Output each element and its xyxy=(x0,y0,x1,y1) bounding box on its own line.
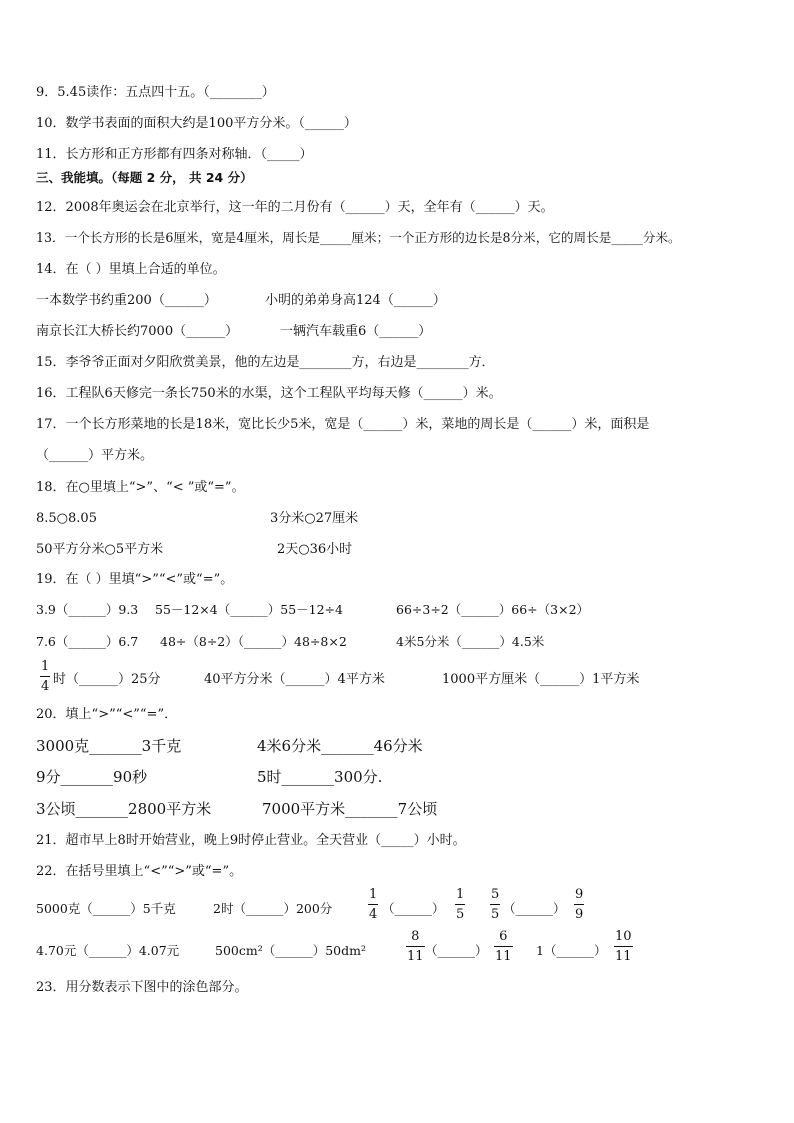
question-12: 12．2008年奥运会在北京举行，这一年的二月份有（______）天，全年有（______）天。 xyxy=(36,200,554,215)
fraction-denominator: 11 xyxy=(495,949,512,964)
fraction-bar xyxy=(490,904,500,905)
question-20-title: 20．填上“>”“<”“=”． xyxy=(36,707,178,722)
fraction-numerator: 6 xyxy=(499,929,508,944)
fraction-bar xyxy=(368,904,378,905)
question-16: 16．工程队6天修完一条长750米的水渠，这个工程队平均每天修（______）米。 xyxy=(36,386,502,401)
question-22-item: 1（______） xyxy=(536,943,607,958)
question-17-line1: 17．一个长方形菜地的长是18米，宽比长少5米，宽是（______）米，菜地的周长是（______）米，面积是 xyxy=(36,417,650,432)
question-22-title: 22．在括号里填上“<”“>”或“=”。 xyxy=(36,864,243,879)
question-18-item: 50平方分米○5平方米 xyxy=(36,542,164,557)
fraction-numerator: 9 xyxy=(575,887,584,902)
question-18-title: 18．在○里填上“>”、“< ”或“=”。 xyxy=(36,480,245,495)
fraction-denominator: 5 xyxy=(456,907,465,922)
fraction xyxy=(406,930,425,963)
fraction-bar xyxy=(455,904,465,905)
question-21: 21．超市早上8时开始营业，晚上9时停止营业。全天营业（_____）小时。 xyxy=(36,833,466,848)
question-20-item: 5时_______300分. xyxy=(257,768,383,786)
fraction-bar xyxy=(614,946,633,947)
fraction xyxy=(574,888,584,921)
question-19-item: 3.9（______）9.3 xyxy=(36,602,139,617)
fraction-denominator: 9 xyxy=(575,907,584,922)
fraction-denominator: 5 xyxy=(491,907,500,922)
question-14-item: 一本数学书约重200（______） xyxy=(36,293,217,308)
fraction-numerator: 1 xyxy=(41,659,50,674)
question-19-item: 7.6（______）6.7 xyxy=(36,634,139,649)
fraction xyxy=(490,888,500,921)
question-14-item: 南京长江大桥长约7000（______） xyxy=(36,324,239,339)
question-22-item: 5000克（______）5千克 xyxy=(36,901,176,916)
fraction-bar xyxy=(406,946,425,947)
question-19-item: 40平方分米（______）4平方米 xyxy=(204,672,385,687)
question-14-title: 14．在（ ）里填上合适的单位。 xyxy=(36,262,226,277)
question-18-item: 2天○36小时 xyxy=(277,542,353,557)
fraction-denominator: 11 xyxy=(407,949,424,964)
question-18-item: 3分米○27厘米 xyxy=(270,511,359,526)
fraction-numerator: 10 xyxy=(615,929,632,944)
question-19-item: 66÷3÷2（______）66÷（3×2） xyxy=(396,602,590,617)
fraction xyxy=(455,888,465,921)
fraction xyxy=(368,888,378,921)
question-22-item: 4.70元（______）4.07元 xyxy=(36,943,180,958)
fraction-numerator: 1 xyxy=(369,887,378,902)
fraction xyxy=(40,660,50,693)
question-15: 15．李爷爷正面对夕阳欣赏美景，他的左边是________方，右边是________方． xyxy=(36,355,495,370)
question-20-item: 4米6分米_______46分米 xyxy=(257,737,423,755)
question-11: 11．长方形和正方形都有四条对称轴．（_____） xyxy=(36,147,313,162)
question-19-item: 时（______）25分 xyxy=(53,672,161,687)
question-20-item: 3公顷_______2800平方米 xyxy=(36,800,212,818)
question-14-item: 小明的弟弟身高124（______） xyxy=(265,293,446,308)
question-14-item: 一辆汽车载重6（______） xyxy=(280,324,432,339)
question-20-item: 3000克_______3千克 xyxy=(36,737,182,755)
question-19-item: 1000平方厘米（______）1平方米 xyxy=(442,672,640,687)
comparison-blank: （______） xyxy=(425,943,488,958)
fraction xyxy=(614,930,633,963)
fraction-numerator: 5 xyxy=(491,887,500,902)
comparison-blank: （______） xyxy=(503,901,566,916)
fraction-denominator: 4 xyxy=(41,679,50,694)
question-20-item: 9分_______90秒 xyxy=(36,768,148,786)
question-20-item: 7000平方米_______7公顷 xyxy=(262,800,438,818)
fraction-numerator: 1 xyxy=(456,887,465,902)
fraction-bar xyxy=(494,946,513,947)
question-10: 10．数学书表面的面积大约是100平方分米。（______） xyxy=(36,116,357,131)
fraction-denominator: 4 xyxy=(369,907,378,922)
question-19-item: 55－12×4（______）55－12÷4 xyxy=(155,602,343,617)
fraction-bar xyxy=(40,676,50,677)
comparison-blank: （______） xyxy=(382,901,445,916)
fraction-denominator: 11 xyxy=(615,949,632,964)
question-19-title: 19．在（ ）里填“>”“<”或“=”。 xyxy=(36,572,234,587)
question-22-item: 500cm²（______）50dm² xyxy=(215,943,366,958)
fraction-bar xyxy=(574,904,584,905)
question-23: 23．用分数表示下图中的涂色部分。 xyxy=(36,980,248,995)
question-17-line2: （______）平方米。 xyxy=(36,448,154,463)
question-19-item: 48÷（8÷2）（______）48÷8×2 xyxy=(160,634,347,649)
question-19-item: 4米5分米（______）4.5米 xyxy=(396,634,545,649)
question-18-item: 8.5○8.05 xyxy=(36,511,97,526)
question-22-item: 2时（______）200分 xyxy=(213,901,333,916)
question-13: 13．一个长方形的长是6厘米，宽是4厘米，周长是_____厘米；一个正方形的边长是8分米，它的周长是_____分米。 xyxy=(36,230,681,245)
section-heading-3: 三、我能填。（每题 2 分， 共 24 分） xyxy=(36,170,253,185)
question-9: 9．5.45读作：五点四十五。（________） xyxy=(36,85,275,100)
fraction xyxy=(494,930,513,963)
fraction-numerator: 8 xyxy=(411,929,420,944)
